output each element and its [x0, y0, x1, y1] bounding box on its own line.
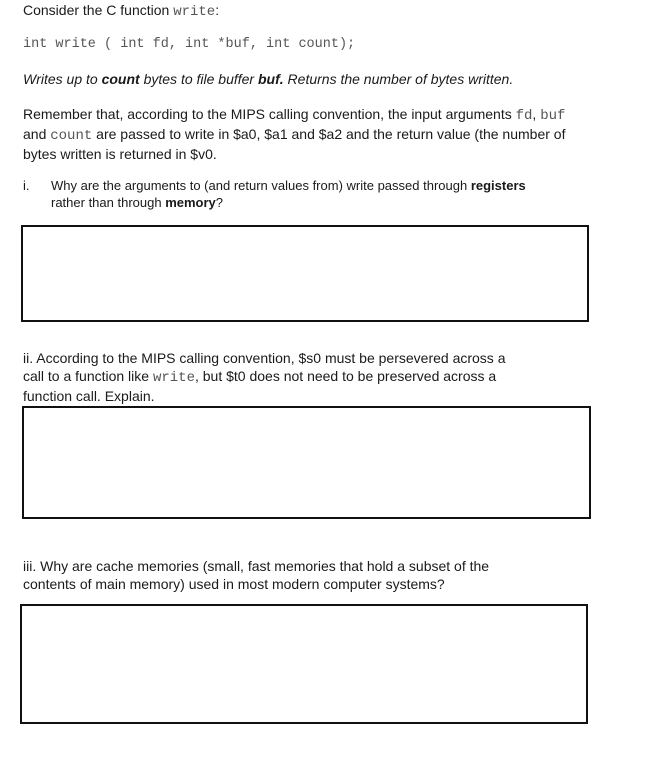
- question-iii: iii. Why are cache memories (small, fast memories that hold a subset of the contents of main memory) used in most modern computer systems?: [23, 558, 490, 592]
- question-i: Why are the arguments to (and return values from) write passed through registers rather than through memory?: [51, 178, 526, 210]
- function-prototype: int write ( int fd, int *buf, int count);: [23, 37, 356, 52]
- calling-convention-note: Remember that, according to the MIPS calling convention, the input arguments fd, buf and count are passed to write in $a0, $a1 and $a2 and the return value (the number of bytes written is returned in $v0.: [23, 106, 566, 162]
- function-description: Writes up to count bytes to file buffer buf. Returns the number of bytes written.: [23, 71, 514, 87]
- answer-box-ii[interactable]: [22, 406, 591, 519]
- answer-box-iii[interactable]: [20, 604, 588, 724]
- question-marker-i: i.: [23, 178, 30, 193]
- answer-box-i[interactable]: [21, 225, 589, 322]
- question-ii: ii. According to the MIPS calling convention, $s0 must be persevered across a call to a function like write, but $t0 does not need to be preserved across a function call. Explain.: [23, 350, 506, 404]
- intro-line: Consider the C function write:: [23, 2, 220, 20]
- function-name: write: [173, 4, 216, 20]
